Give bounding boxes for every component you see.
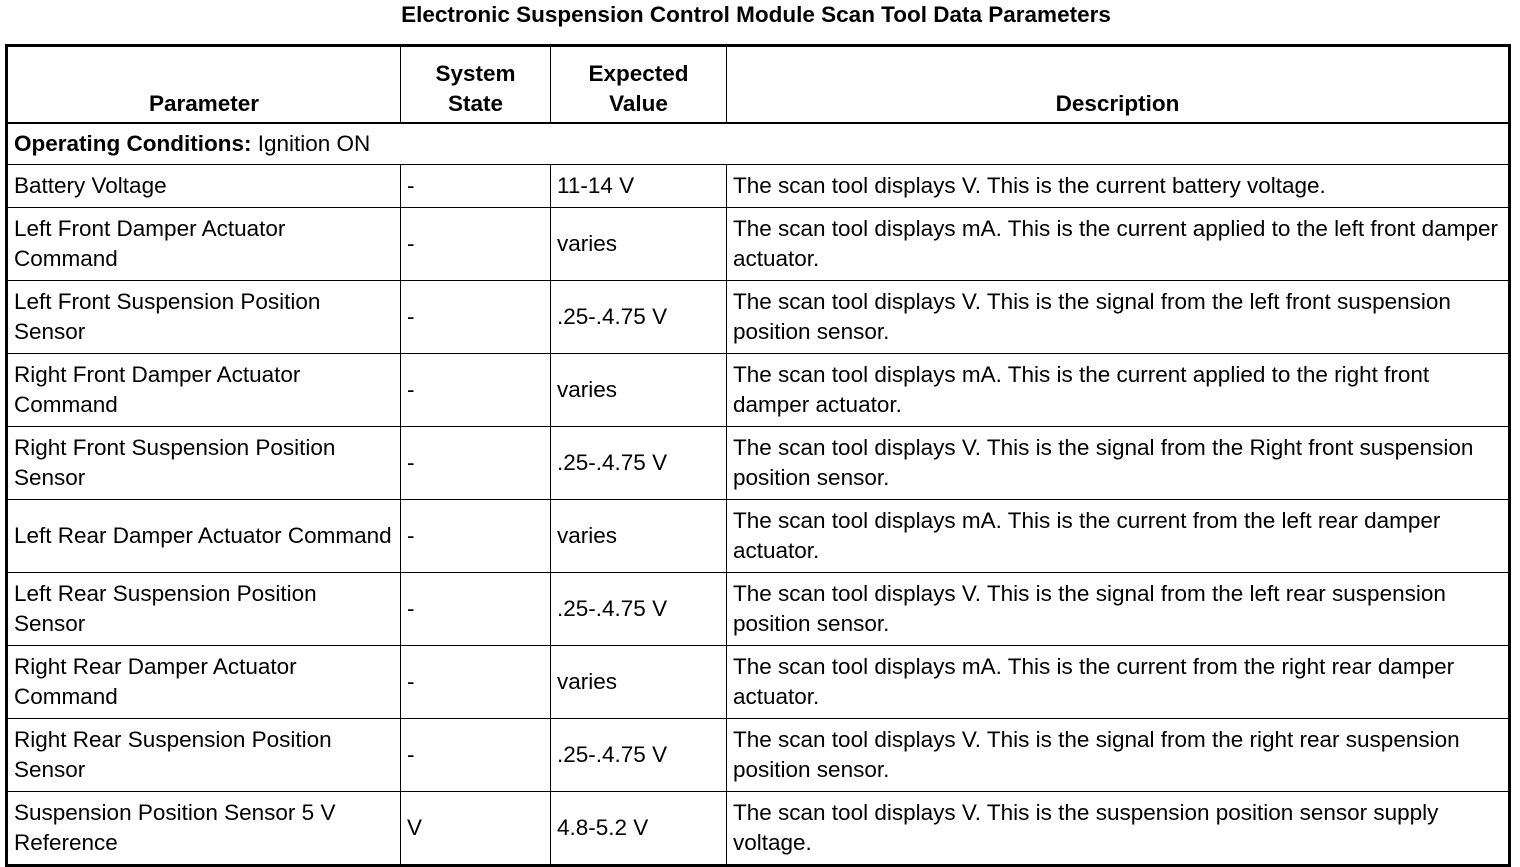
parameter-cell: Right Front Suspension Position Sensor bbox=[7, 427, 401, 500]
operating-conditions-cell bbox=[7, 123, 1510, 165]
expected-value-cell: varies bbox=[551, 646, 727, 719]
table-row bbox=[7, 792, 1510, 866]
header-description: Description bbox=[727, 46, 1510, 124]
table-row bbox=[7, 573, 1510, 646]
description-cell: The scan tool displays mA. This is the current applied to the left front damper actuator. bbox=[727, 208, 1510, 281]
description-cell: The scan tool displays V. This is the signal from the left front suspension position sensor. bbox=[727, 281, 1510, 354]
system-state-cell: - bbox=[401, 281, 551, 354]
operating-conditions-row bbox=[7, 123, 1510, 165]
parameter-cell: Left Front Suspension Position Sensor bbox=[7, 281, 401, 354]
scan-tool-data-table bbox=[5, 44, 1511, 867]
parameter-cell: Battery Voltage bbox=[7, 165, 401, 208]
expected-value-cell: 11-14 V bbox=[551, 165, 727, 208]
table-row bbox=[7, 646, 1510, 719]
header-system-state: System State bbox=[401, 46, 551, 124]
parameter-cell: Right Rear Suspension Position Sensor bbox=[7, 719, 401, 792]
table-row bbox=[7, 165, 1510, 208]
system-state-cell: - bbox=[401, 646, 551, 719]
system-state-cell: - bbox=[401, 427, 551, 500]
table-row bbox=[7, 354, 1510, 427]
system-state-cell: - bbox=[401, 354, 551, 427]
expected-value-cell: varies bbox=[551, 500, 727, 573]
operating-conditions-value: Ignition ON bbox=[257, 130, 371, 156]
system-state-cell: V bbox=[401, 792, 551, 866]
description-cell: The scan tool displays V. This is the signal from the right rear suspension position sensor. bbox=[727, 719, 1510, 792]
system-state-cell: - bbox=[401, 165, 551, 208]
parameter-cell: Right Rear Damper Actuator Command bbox=[7, 646, 401, 719]
parameter-cell: Right Front Damper Actuator Command bbox=[7, 354, 401, 427]
description-cell: The scan tool displays V. This is the signal from the left rear suspension position sensor. bbox=[727, 573, 1510, 646]
table-row bbox=[7, 500, 1510, 573]
header-row bbox=[7, 46, 1510, 124]
parameter-cell: Left Rear Damper Actuator Command bbox=[7, 500, 401, 573]
page-title: Electronic Suspension Control Module Scan Tool Data Parameters bbox=[401, 2, 1111, 27]
header-parameter: Parameter bbox=[7, 46, 401, 124]
operating-conditions-label: Operating Conditions: bbox=[14, 130, 252, 156]
expected-value-cell: .25-.4.75 V bbox=[551, 719, 727, 792]
table-row bbox=[7, 208, 1510, 281]
system-state-cell: - bbox=[401, 208, 551, 281]
system-state-cell: - bbox=[401, 573, 551, 646]
expected-value-cell: varies bbox=[551, 208, 727, 281]
expected-value-cell: varies bbox=[551, 354, 727, 427]
parameter-cell: Suspension Position Sensor 5 V Reference bbox=[7, 792, 401, 866]
description-cell: The scan tool displays V. This is the signal from the Right front suspension position sensor. bbox=[727, 427, 1510, 500]
description-cell: The scan tool displays mA. This is the current from the right rear damper actuator. bbox=[727, 646, 1510, 719]
expected-value-cell: .25-.4.75 V bbox=[551, 573, 727, 646]
description-cell: The scan tool displays mA. This is the current applied to the right front damper actuator. bbox=[727, 354, 1510, 427]
table-row bbox=[7, 281, 1510, 354]
expected-value-cell: .25-.4.75 V bbox=[551, 427, 727, 500]
header-expected-value: Expected Value bbox=[551, 46, 727, 124]
description-cell: The scan tool displays mA. This is the current from the left rear damper actuator. bbox=[727, 500, 1510, 573]
parameter-cell: Left Front Damper Actuator Command bbox=[7, 208, 401, 281]
system-state-cell: - bbox=[401, 719, 551, 792]
table-row bbox=[7, 427, 1510, 500]
system-state-cell: - bbox=[401, 500, 551, 573]
description-cell: The scan tool displays V. This is the suspension position sensor supply voltage. bbox=[727, 792, 1510, 866]
description-cell: The scan tool displays V. This is the current battery voltage. bbox=[727, 165, 1510, 208]
parameter-cell: Left Rear Suspension Position Sensor bbox=[7, 573, 401, 646]
expected-value-cell: .25-.4.75 V bbox=[551, 281, 727, 354]
table-row bbox=[7, 719, 1510, 792]
expected-value-cell: 4.8-5.2 V bbox=[551, 792, 727, 866]
